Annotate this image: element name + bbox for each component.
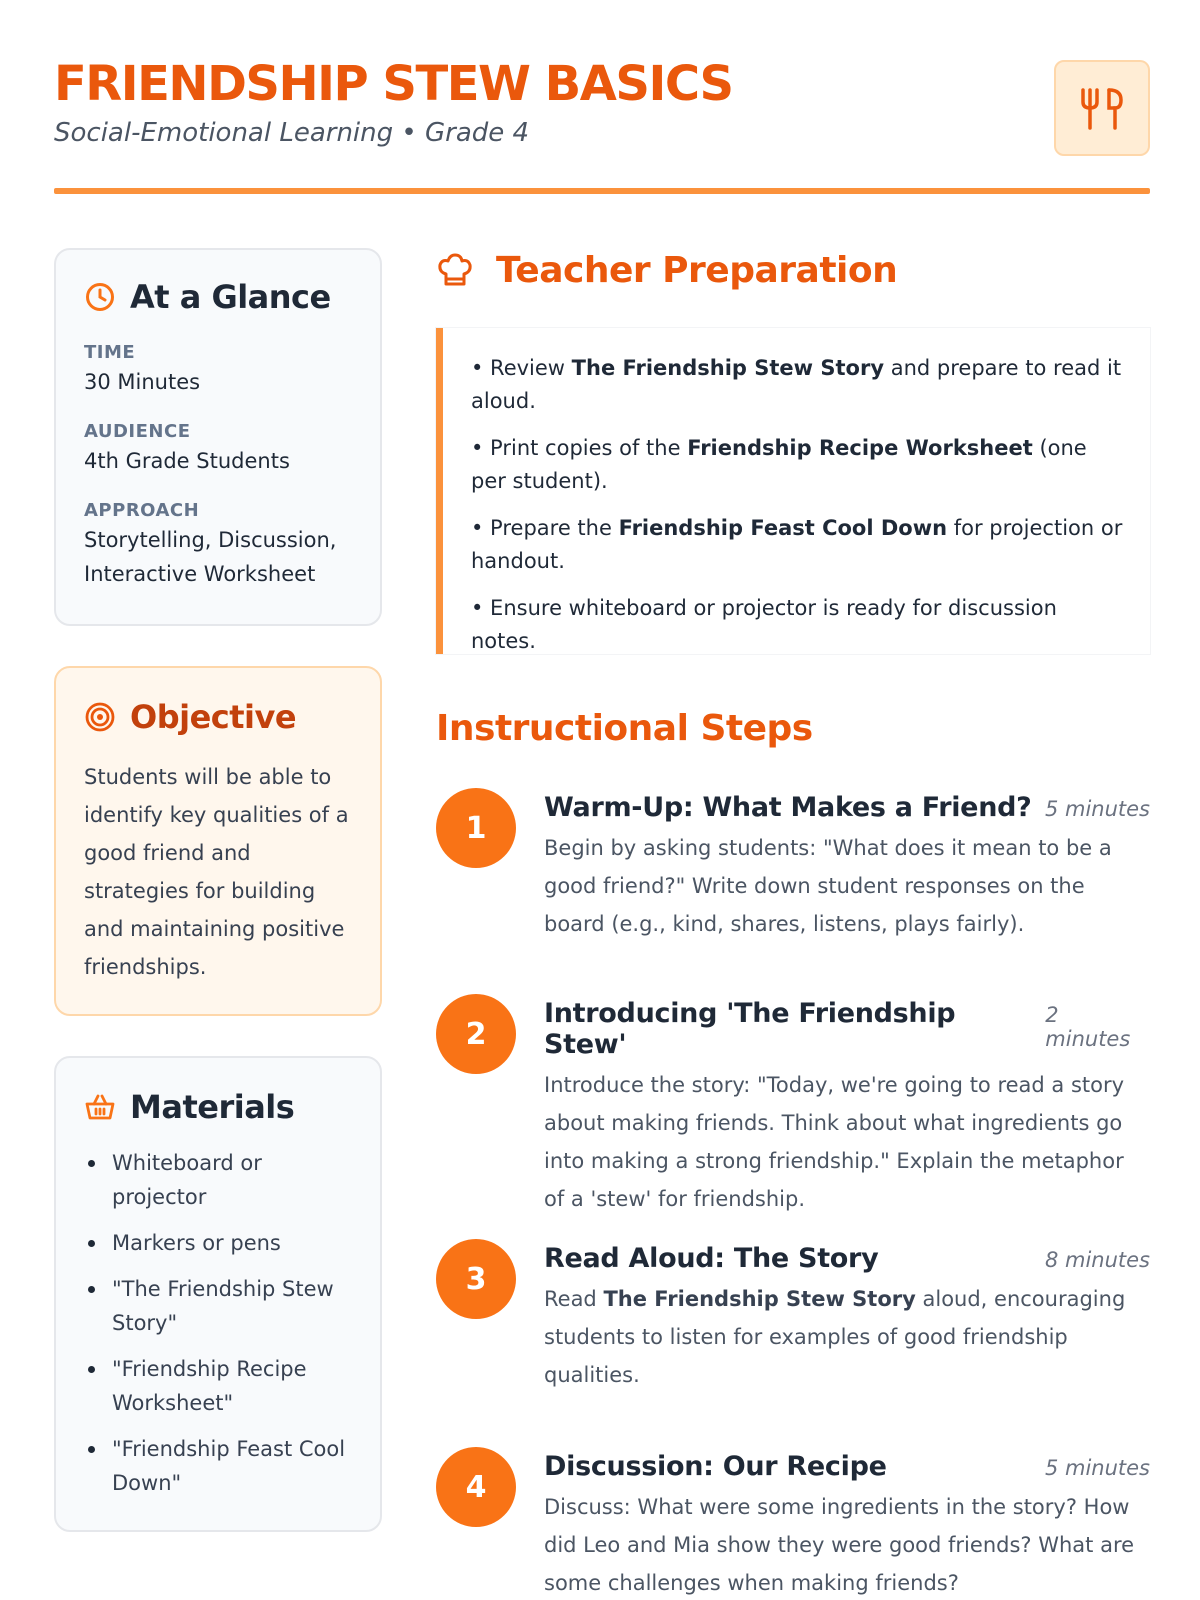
step-title: Warm-Up: What Makes a Friend? bbox=[544, 792, 1032, 823]
step-title: Discussion: Our Recipe bbox=[544, 1451, 887, 1482]
prep-text: and prepare to read it aloud. bbox=[471, 356, 1122, 413]
list-item: "Friendship Feast Cool Down" bbox=[84, 1432, 352, 1500]
at-a-glance-card bbox=[54, 248, 382, 626]
prep-item bbox=[471, 352, 1126, 418]
target-icon bbox=[84, 701, 116, 733]
list-item: "Friendship Recipe Worksheet" bbox=[84, 1352, 352, 1420]
glance-header bbox=[84, 278, 352, 316]
step-number: 1 bbox=[436, 788, 516, 868]
prep-item bbox=[471, 432, 1126, 498]
step-number: 3 bbox=[436, 1239, 516, 1319]
step-body bbox=[544, 998, 1150, 1218]
prep-bold: The Friendship Stew Story bbox=[571, 356, 885, 380]
header-divider bbox=[54, 188, 1150, 194]
objective-text: Students will be able to identify key qualities of a good friend and strategies for building and maintaining positive friendships. bbox=[84, 765, 349, 979]
prep-heading: Teacher Preparation bbox=[496, 250, 898, 291]
step-description bbox=[544, 1488, 1150, 1600]
list-item: Markers or pens bbox=[84, 1226, 352, 1260]
list-item: Whiteboard or projector bbox=[84, 1146, 352, 1214]
glance-approach-value: Storytelling, Discussion, Interactive Worksheet bbox=[84, 528, 337, 586]
basket-icon bbox=[84, 1091, 116, 1123]
materials-header bbox=[84, 1088, 352, 1126]
objective-header bbox=[84, 698, 352, 736]
glance-approach-label: APPROACH bbox=[84, 500, 200, 521]
prep-item bbox=[471, 512, 1126, 578]
step-number: 2 bbox=[436, 994, 516, 1074]
step-description bbox=[544, 829, 1150, 943]
step-body bbox=[544, 1243, 1150, 1394]
step-body bbox=[544, 1451, 1150, 1600]
objective-card bbox=[54, 666, 382, 1016]
step-description bbox=[544, 1280, 1150, 1394]
step-title: Introducing 'The Friendship Stew' bbox=[544, 998, 956, 1060]
glance-heading: At a Glance bbox=[130, 278, 331, 316]
logo-badge bbox=[1054, 60, 1150, 156]
materials-list bbox=[84, 1146, 352, 1500]
list-item: "The Friendship Stew Story" bbox=[84, 1272, 352, 1340]
step-number: 4 bbox=[436, 1447, 516, 1527]
objective-heading: Objective bbox=[130, 698, 297, 736]
step-text: aloud, encouraging students to listen for examples of good friendship qualities. bbox=[544, 1287, 1126, 1387]
page-subtitle: Social-Emotional Learning • Grade 4 bbox=[54, 118, 530, 148]
glance-time-label: TIME bbox=[84, 342, 136, 363]
prep-bold: Friendship Feast Cool Down bbox=[618, 516, 948, 540]
glance-approach bbox=[84, 500, 352, 591]
step-text: Introduce the story: "Today, we're going to read a story about making friends. Think about what ingredients go into making a strong friendship." Explain the metaphor of a 'stew' for friendship. bbox=[544, 1073, 1125, 1211]
chef-hat-icon bbox=[436, 252, 474, 290]
page-title: FRIENDSHIP STEW BASICS bbox=[54, 56, 733, 112]
step-text: Discuss: What were some ingredients in the story? How did Leo and Mia show they were good friends? What are some challenges when making friends? bbox=[544, 1495, 1135, 1595]
glance-audience-value: 4th Grade Students bbox=[84, 449, 290, 473]
prep-text: (one per student). bbox=[471, 436, 1087, 493]
prep-bold: Friendship Recipe Worksheet bbox=[687, 436, 1033, 460]
prep-item bbox=[471, 592, 1126, 658]
glance-time-value: 30 Minutes bbox=[84, 370, 201, 394]
utensils-icon bbox=[1077, 84, 1127, 132]
step-head bbox=[544, 998, 1150, 1060]
step-description bbox=[544, 1066, 1150, 1218]
step-bold: The Friendship Stew Story bbox=[603, 1287, 916, 1311]
step-duration: 8 minutes bbox=[1044, 1248, 1150, 1272]
prep-text: • Ensure whiteboard or projector is ready for discussion notes. bbox=[471, 596, 1057, 653]
prep-text: • Prepare the bbox=[471, 516, 619, 540]
step-body bbox=[544, 792, 1150, 943]
step-head bbox=[544, 1451, 1150, 1482]
glance-audience-label: AUDIENCE bbox=[84, 421, 191, 442]
prep-header bbox=[436, 250, 897, 291]
page-header bbox=[54, 56, 1150, 196]
step-head bbox=[544, 792, 1150, 823]
step-text: Begin by asking students: "What does it mean to be a good friend?" Write down student responses on the board (e.g., kind, shares, listens, plays fairly). bbox=[544, 836, 1112, 936]
step-title: Read Aloud: The Story bbox=[544, 1243, 879, 1274]
step-duration: 2 minutes bbox=[1045, 1003, 1131, 1051]
step-text: Read bbox=[544, 1287, 604, 1311]
prep-checklist bbox=[436, 328, 1150, 654]
glance-time bbox=[84, 342, 352, 399]
prep-text: • Print copies of the bbox=[471, 436, 688, 460]
step-duration: 5 minutes bbox=[1044, 1456, 1150, 1480]
step-duration: 5 minutes bbox=[1044, 797, 1150, 821]
steps-heading: Instructional Steps bbox=[436, 708, 813, 749]
clock-icon bbox=[84, 281, 116, 313]
prep-text: for projection or handout. bbox=[471, 516, 1123, 573]
materials-card bbox=[54, 1056, 382, 1532]
step-head bbox=[544, 1243, 1150, 1274]
glance-audience bbox=[84, 421, 352, 478]
prep-text: • Review bbox=[471, 356, 572, 380]
materials-heading: Materials bbox=[130, 1088, 295, 1126]
